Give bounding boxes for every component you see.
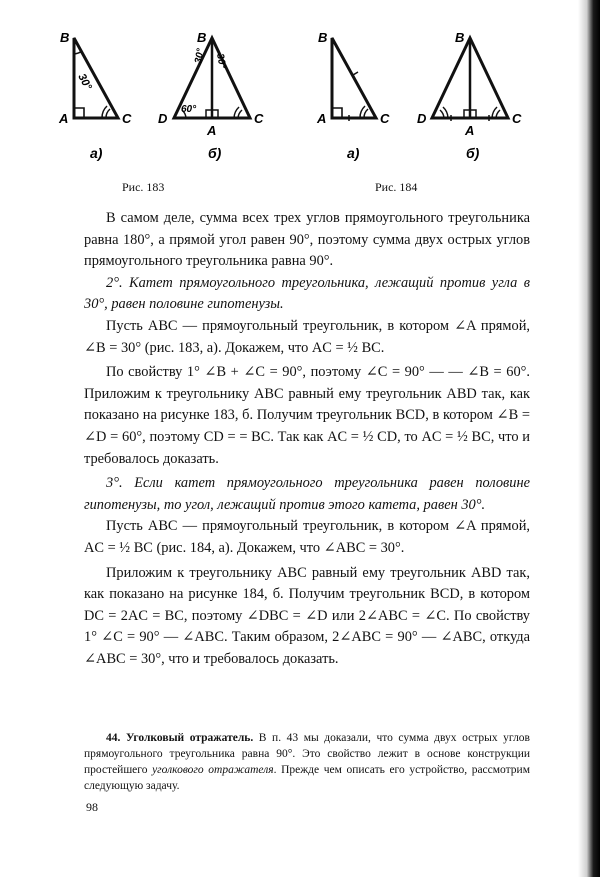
caption-fig183: Рис. 183	[122, 180, 165, 194]
fig183b-B: B	[197, 30, 207, 45]
section-44	[84, 730, 530, 794]
fig183a-label: а)	[90, 145, 103, 161]
fig183b-angle3: 60°	[181, 104, 197, 115]
fig184-a	[316, 30, 390, 161]
main-text	[84, 208, 530, 670]
fig184a-A: A	[317, 111, 327, 126]
paragraph-6: Пусть ABC — прямоугольный треугольник, в котором ∠A прямой, AC = ½ BC (рис. 184, а). Докажем, что ∠ABC = 30°.	[84, 518, 530, 556]
paragraph-7: Приложим к треугольнику ABC равный ему треугольник ABD так, как показано на рисунке 184, б. Получим треугольник BCD, в котором DC = 2AC = BC, поэтому ∠DBC = ∠D или 2∠ABC = ∠C. По свойству 1° ∠C = 90° — ∠ABC. Таким образом, 2∠ABC = 90° — ∠ABC, откуда ∠ABC = 30°, что и требовалось доказать.	[84, 564, 530, 667]
fig183-a	[58, 30, 132, 161]
fig184a-C: C	[380, 111, 390, 126]
fig183a-angle: 30°	[75, 71, 94, 93]
paragraph-1: В самом деле, сумма всех трех углов прямоугольного треугольника равна 180°, а прямой угол равен 90°, поэтому сумма двух острых углов прямоугольного треугольника равна 90°.	[84, 210, 530, 270]
fig183b-C: C	[254, 111, 264, 126]
section-44-text-after: . Прежде чем описать его устройство, рассмотрим следующую задачу.	[84, 764, 530, 792]
fig183a-C: C	[122, 111, 132, 126]
fig184b-D: D	[417, 111, 427, 126]
fig184a-label: а)	[347, 145, 360, 161]
fig183b-label: б)	[208, 145, 222, 161]
fig183b-angle1: 30°	[193, 47, 207, 65]
fig183b-A: A	[207, 123, 217, 138]
theorem-3: 3°. Если катет прямоугольного треугольника равен половине гипотенузы, то угол, лежащий против этого катета, равен 30°.	[84, 475, 530, 513]
fig184b-label: б)	[466, 145, 480, 161]
fig183a-A: A	[59, 111, 69, 126]
fig184-b	[417, 30, 522, 161]
page-edge-shadow	[578, 0, 600, 877]
fig184b-B: B	[455, 30, 465, 45]
fig183-b	[158, 30, 264, 161]
section-44-text-before: В п. 43 мы доказали, что сумма двух острых углов прямоугольного треугольника равна 90°. Это свойство лежит в основе конструкции простейшего	[84, 732, 530, 776]
fig183b-angle2: 30°	[214, 52, 228, 70]
caption-fig184: Рис. 184	[375, 180, 418, 194]
paragraph-3: Пусть ABC — прямоугольный треугольник, в котором ∠A прямой, ∠B = 30° (рис. 183, а). Докажем, что AC = ½ BC.	[84, 317, 530, 356]
fig184a-B: B	[318, 30, 328, 45]
figures	[40, 20, 550, 200]
page-number: 98	[86, 800, 98, 814]
fig183a-B: B	[60, 30, 70, 45]
section-44-term: уголкового отражателя	[152, 764, 274, 776]
fig183b-D: D	[158, 111, 168, 126]
paragraph-4: По свойству 1° ∠B + ∠C = 90°, поэтому ∠C = 90° — — ∠B = 60°. Приложим к треугольнику ABC равный ему треугольник ABD так, как показано на рисунке 183, б. Получим треугольник BCD, в котором ∠B = ∠D = 60°, поэтому CD = = BC. Так как AC = ½ CD, то AC = ½ BC, что и требовалось доказать.	[84, 364, 530, 467]
theorem-2: 2°. Катет прямоугольного треугольника, лежащий против угла в 30°, равен половине гипотенузы.	[84, 274, 530, 313]
section-44-title: 44. Уголковый отражатель.	[106, 732, 254, 744]
fig184b-A: A	[465, 123, 475, 138]
fig184b-C: C	[512, 111, 522, 126]
